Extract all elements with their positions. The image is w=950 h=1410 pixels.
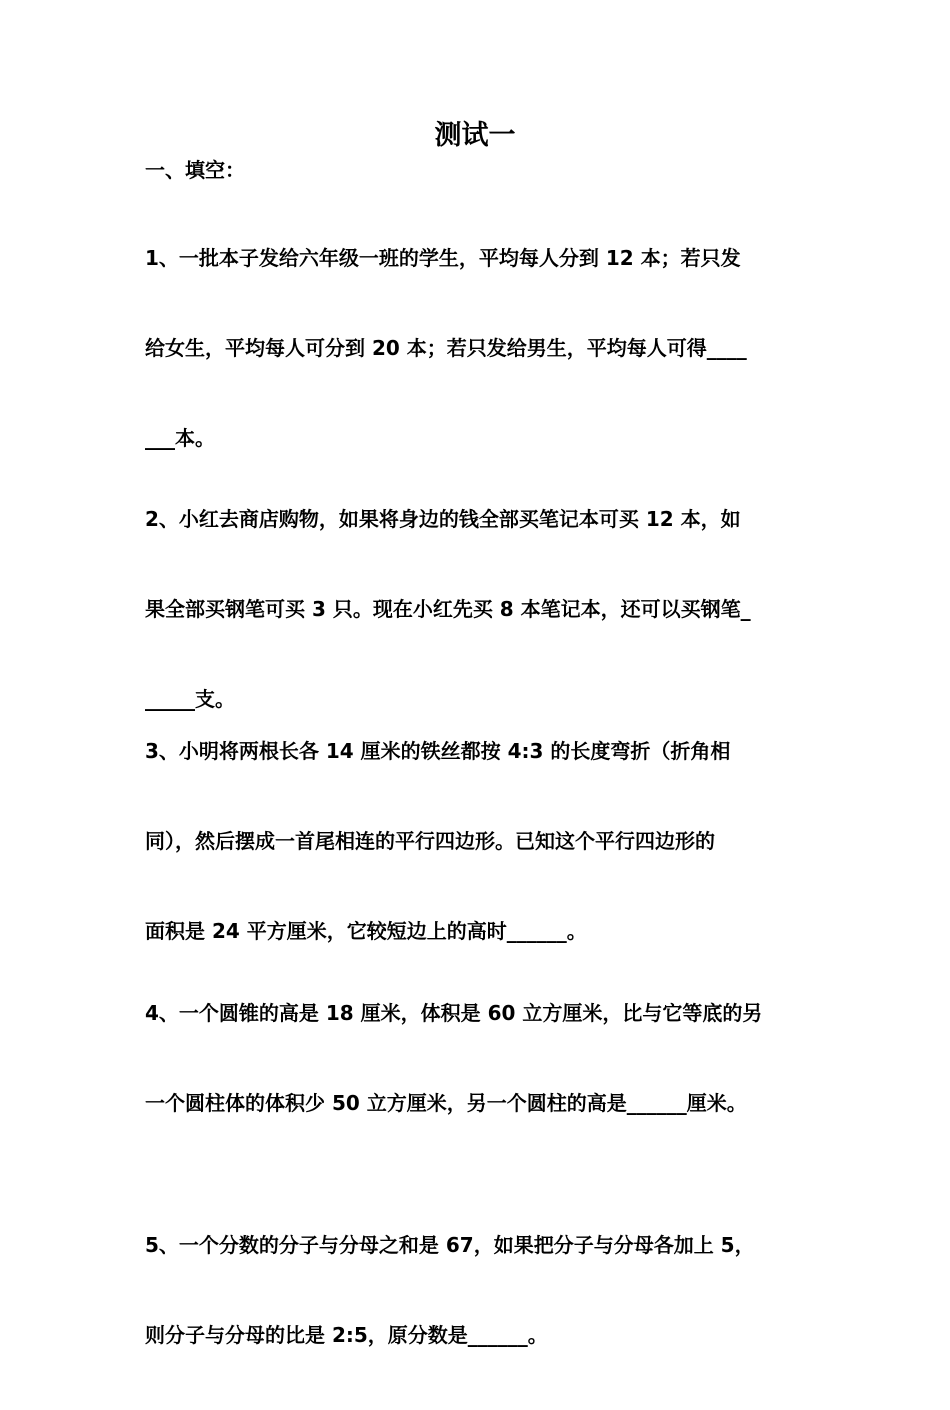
question-5-line-2: 则分子与分母的比是 2:5，原分数是______。	[145, 1323, 548, 1347]
question-2-line-3: _____支。	[145, 687, 235, 711]
question-5	[145, 1170, 810, 1410]
question-2-line-2: 果全部买钢笔可买 3 只。现在小红先买 8 本笔记本，还可以买钢笔_	[145, 597, 751, 621]
question-4-line-1: 4、一个圆锥的高是 18 厘米，体积是 60 立方厘米，比与它等底的另	[145, 1001, 763, 1025]
question-1-line-1: 1、一批本子发给六年级一班的学生，平均每人分到 12 本；若只发	[145, 246, 741, 270]
page-title: 测试一	[434, 120, 516, 151]
question-5-line-1: 5、一个分数的分子与分母之和是 67，如果把分子与分母各加上 5，	[145, 1233, 755, 1257]
question-3-line-2: 同），然后摆成一首尾相连的平行四边形。已知这个平行四边形的	[145, 829, 715, 853]
question-4-line-2: 一个圆柱体的体积少 50 立方厘米，另一个圆柱的高是______厘米。	[145, 1091, 747, 1115]
section-heading-fill-in: 一、填空：	[145, 158, 245, 182]
question-2-line-1: 2、小红去商店购物，如果将身边的钱全部买笔记本可买 12 本，如	[145, 507, 741, 531]
question-1-line-2: 给女生，平均每人可分到 20 本；若只发给男生，平均每人可得____	[145, 336, 747, 360]
question-4	[145, 938, 810, 1178]
question-3-line-3: 面积是 24 平方厘米，它较短边上的高时______。	[145, 919, 587, 943]
question-1-line-3: ___本。	[145, 426, 215, 450]
question-3-line-1: 3、小明将两根长各 14 厘米的铁丝都按 4:3 的长度弯折（折角相	[145, 739, 731, 763]
